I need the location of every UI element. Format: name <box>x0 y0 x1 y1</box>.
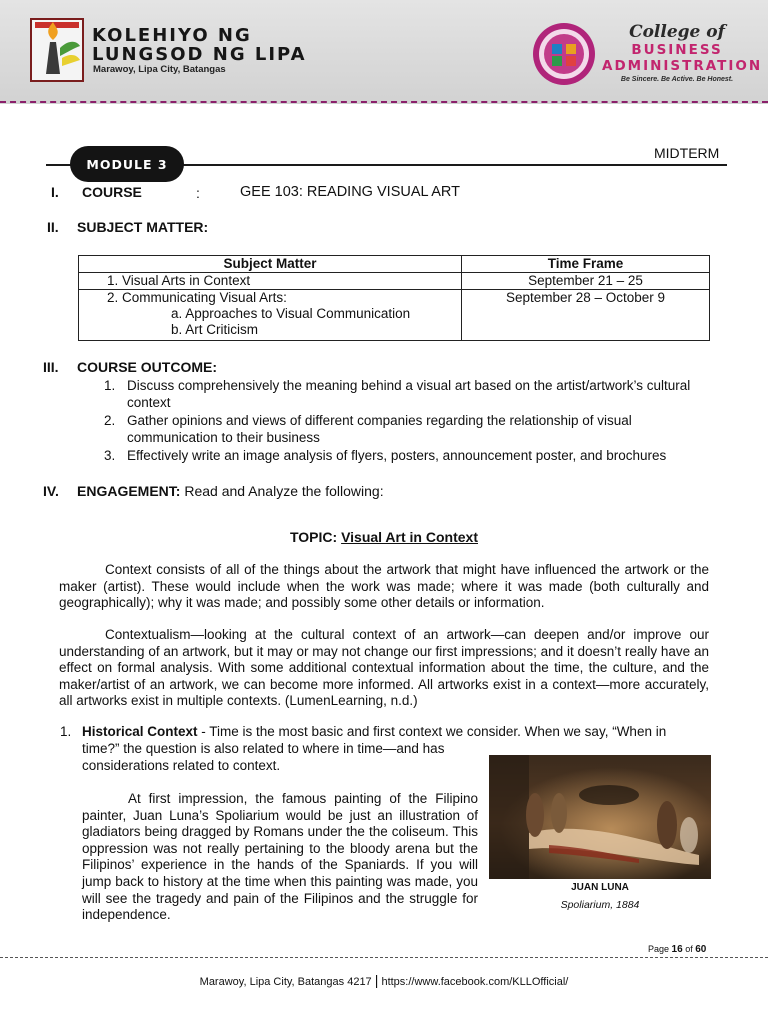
engagement-heading: ENGAGEMENT: <box>77 483 181 499</box>
table-header-time: Time Frame <box>462 256 710 273</box>
subject-matter-table <box>78 255 710 341</box>
college-of: College of <box>629 22 725 42</box>
outcome-num: III. <box>43 359 59 375</box>
footer-separator: | <box>374 972 379 988</box>
school-name-line1: KOLEHIYO NG <box>92 25 252 46</box>
outcome-heading: COURSE OUTCOME: <box>77 359 217 375</box>
engagement-num: IV. <box>43 483 59 499</box>
header-banner <box>0 0 768 104</box>
topic-sub-b: b. Art Criticism <box>171 322 259 337</box>
topic-main: 2. Communicating Visual Arts: <box>107 290 287 305</box>
topic-sub-a: a. Approaches to Visual Communication <box>171 306 411 321</box>
course-colon: : <box>196 185 200 201</box>
page-of: of <box>685 944 693 954</box>
table-row <box>79 290 710 341</box>
table-cell-topic <box>79 290 462 341</box>
outcome-item <box>104 447 704 464</box>
painting-caption-title: Spoliarium, 1884 <box>560 899 640 911</box>
historical-body: At first impression, the famous painting of the Filipino painter, Juan Luna’s Spoliarium would be just an illustration of gladiators being dragged by Romans under the the coliseum. This oppression was not really pertaining to the bloody arena but the Filipinos’ experience in the hands of the Spaniards. If you will jump back to history at the time when this painting was made, you will see the tragedy and pain of the Filipinos and the struggle for independence. <box>82 791 478 923</box>
outcome-item-number: 1. <box>104 378 116 393</box>
footer-address-line <box>0 972 768 988</box>
subject-num: II. <box>47 219 59 235</box>
topic-line <box>0 529 768 545</box>
page-total: 60 <box>695 944 707 955</box>
module-badge: MODULE 3 <box>70 146 184 182</box>
college-title <box>602 22 763 83</box>
table-header-subject: Subject Matter <box>79 256 462 273</box>
college-motto: Be Sincere. Be Active. Be Honest. <box>620 76 734 83</box>
course-label: COURSE <box>82 184 142 200</box>
college-seal-logo <box>532 22 596 86</box>
course-num: I. <box>51 184 59 200</box>
historical-lead-line1 <box>82 724 666 739</box>
outcome-item-number: 2. <box>104 413 116 428</box>
footer-address: Marawoy, Lipa City, Batangas 4217 <box>199 976 372 988</box>
historical-number: 1. <box>60 724 72 739</box>
school-logo <box>30 18 84 82</box>
table-cell-topic: 1. Visual Arts in Context <box>79 273 462 290</box>
page-current: 16 <box>671 944 683 955</box>
school-name <box>92 26 307 64</box>
outcome-item-text: Effectively write an image analysis of flyers, posters, announcement poster, and brochures <box>127 448 667 463</box>
engagement-line <box>77 483 384 499</box>
engagement-text: Read and Analyze the following: <box>184 483 384 499</box>
outcome-item-number: 3. <box>104 448 116 463</box>
table-header-row <box>79 256 710 273</box>
topic-title: Visual Art in Context <box>341 529 478 545</box>
page-label: Page <box>648 944 670 954</box>
college-name-line1: BUSINESS <box>631 42 723 58</box>
outcome-item <box>104 412 704 446</box>
historical-lead-line2: time?” the question is also related to where in time—and has <box>82 741 445 756</box>
topic-label: TOPIC: <box>289 529 338 545</box>
header-divider <box>0 101 768 103</box>
subject-heading: SUBJECT MATTER: <box>77 219 209 235</box>
college-name-line2: ADMINISTRATION <box>602 58 763 74</box>
page-number <box>648 944 706 955</box>
historical-lead-text: - Time is the most basic and first context we consider. When we say, “When in <box>197 724 667 739</box>
footer-url-link[interactable]: https://www.facebook.com/KLLOfficial/ <box>381 976 569 988</box>
painting-caption-artist: JUAN LUNA <box>571 882 629 893</box>
table-cell-time: September 21 – 25 <box>462 273 710 290</box>
spoliarium-painting-image <box>489 755 711 879</box>
outcome-item-text: Discuss comprehensively the meaning behind a visual art based on the artist/artwork’s cultural context <box>127 378 691 410</box>
table-cell-time: September 28 – October 9 <box>462 290 710 341</box>
paragraph-contextualism: Contextualism—looking at the cultural context of an artwork—can deepen and/or improve our understanding of an artwork, but it may or may not change our first impressions; and it doesn’t really have an effect on formal analysis. With some additional contextual information about the time, the culture, and the maker/artist of an artwork, we can become more informed. All artworks exist in a context—more accurately, all artworks exist in multiple contexts. (LumenLearning, n.d.) <box>59 627 709 708</box>
table-row <box>79 273 710 290</box>
outcome-item-text: Gather opinions and views of different companies regarding the relationship of visual communication to their business <box>127 413 632 445</box>
footer-divider <box>0 957 768 958</box>
course-value: GEE 103: READING VISUAL ART <box>240 184 460 200</box>
term-label: MIDTERM <box>654 145 720 161</box>
historical-lead-line3: considerations related to context. <box>82 758 281 773</box>
paragraph-context: Context consists of all of the things about the artwork that might have influenced the artwork or the maker (artist). These would include when the work was made; where it was made (both culturally and geographically); why it was made; and possibly some other details or information. <box>59 562 709 610</box>
outcome-item <box>104 377 704 411</box>
school-address: Marawoy, Lipa City, Batangas <box>93 64 226 75</box>
school-name-line2: LUNGSOD NG LIPA <box>92 44 307 65</box>
historical-title: Historical Context <box>82 724 198 739</box>
